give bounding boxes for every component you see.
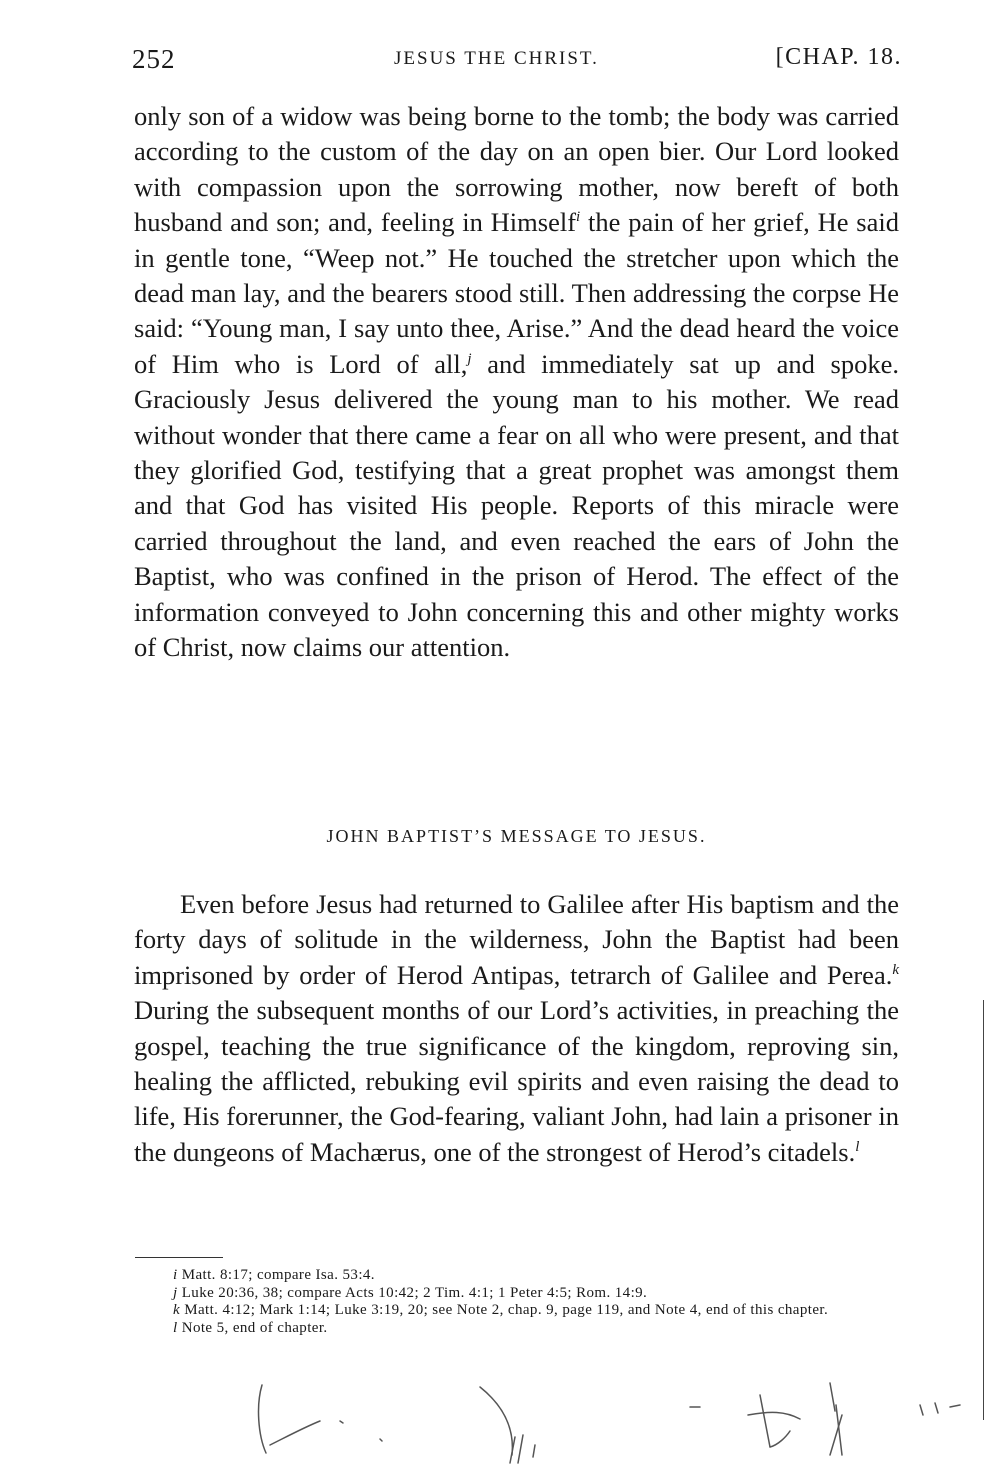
body-paragraph-2 bbox=[134, 887, 899, 1170]
footnote-ref-i: i bbox=[576, 209, 581, 226]
body-paragraph-1 bbox=[134, 99, 899, 666]
footnote-text: Matt. 4:12; Mark 1:14; Luke 3:19, 20; see Note 2, chap. 9, page 119, and Note 4, end of this chapter. bbox=[180, 1302, 829, 1319]
margin-pencil-line bbox=[983, 1000, 984, 1420]
footnote-k bbox=[135, 1302, 900, 1320]
footnote-text: Matt. 8:17; compare Isa. 53:4. bbox=[177, 1267, 375, 1283]
footnote-text: Luke 20:36, 38; compare Acts 10:42; 2 Tim. 4:1; 1 Peter 4:5; Rom. 14:9. bbox=[177, 1284, 648, 1301]
footnote-i bbox=[135, 1267, 900, 1285]
footnote-mark: i bbox=[173, 1267, 178, 1283]
pencil-scribble-marks bbox=[230, 1375, 1000, 1466]
footnote-l bbox=[135, 1320, 900, 1338]
paragraph-text: Even before Jesus had returned to Galilee after His baptism and the forty days of solitude in the wilderness, John the Baptist had been imprisoned by order of Herod Antipas, tetrarch of Galilee and Perea. bbox=[134, 889, 899, 990]
footnote-ref-k: k bbox=[892, 961, 899, 978]
footnote-mark: l bbox=[173, 1319, 178, 1336]
footnote-divider bbox=[135, 1257, 223, 1258]
footnote-j bbox=[135, 1285, 900, 1303]
footnote-text: Note 5, end of chapter. bbox=[177, 1319, 328, 1336]
footnote-mark: j bbox=[173, 1284, 178, 1301]
book-title: JESUS THE CHRIST. bbox=[394, 48, 599, 69]
paragraph-text: During the subsequent months of our Lord’s activities, in preaching the gospel, teaching the true significance of the kingdom, reproving sin, healing the afflicted, rebuking evil spirits and even raising the dead to life, His forerunner, the God-fearing, valiant John, had lain a prisoner in the dungeons of Machærus, one of the strongest of Herod’s citadels. bbox=[134, 995, 899, 1167]
paragraph-text: the pain of her grief, He said in gentle tone, “Weep not.” He touched the stretcher upon which the dead man lay, and the bearers stood still. Then addressing the corpse He said: “Young man, I say unto thee, Arise.” And the dead heard the voice of Him who is Lord of all, bbox=[134, 207, 899, 379]
paragraph-text: only son of a widow was being borne to the tomb; the body was carried according to the custom of the day on an open bier. Our Lord looked with compassion upon the sorrowing mother, now bereft of both husband and son; and, feeling in Himself bbox=[134, 101, 899, 238]
paragraph-text: and immediately sat up and spoke. Graciously Jesus delivered the young man to his mother. We read without wonder that there came a fear on all who were present, and that they glorified God, testifying that a great prophet was amongst them and that God has visited His people. Reports of this miracle were carried throughout the land, and even reached the ears of John the Baptist, who was confined in the prison of Herod. The effect of the information conveyed to John concerning this and other mighty works of Christ, now claims our attention. bbox=[134, 348, 899, 663]
footnote-ref-l: l bbox=[855, 1139, 860, 1156]
footnote-mark: k bbox=[173, 1302, 181, 1319]
footnote-ref-j: j bbox=[467, 351, 472, 368]
running-header bbox=[132, 44, 902, 80]
chapter-label: [CHAP. 18. bbox=[775, 44, 902, 70]
page-number: 252 bbox=[132, 44, 176, 74]
footnotes bbox=[135, 1267, 900, 1337]
section-heading: JOHN BAPTIST’S MESSAGE TO JESUS. bbox=[326, 826, 707, 846]
